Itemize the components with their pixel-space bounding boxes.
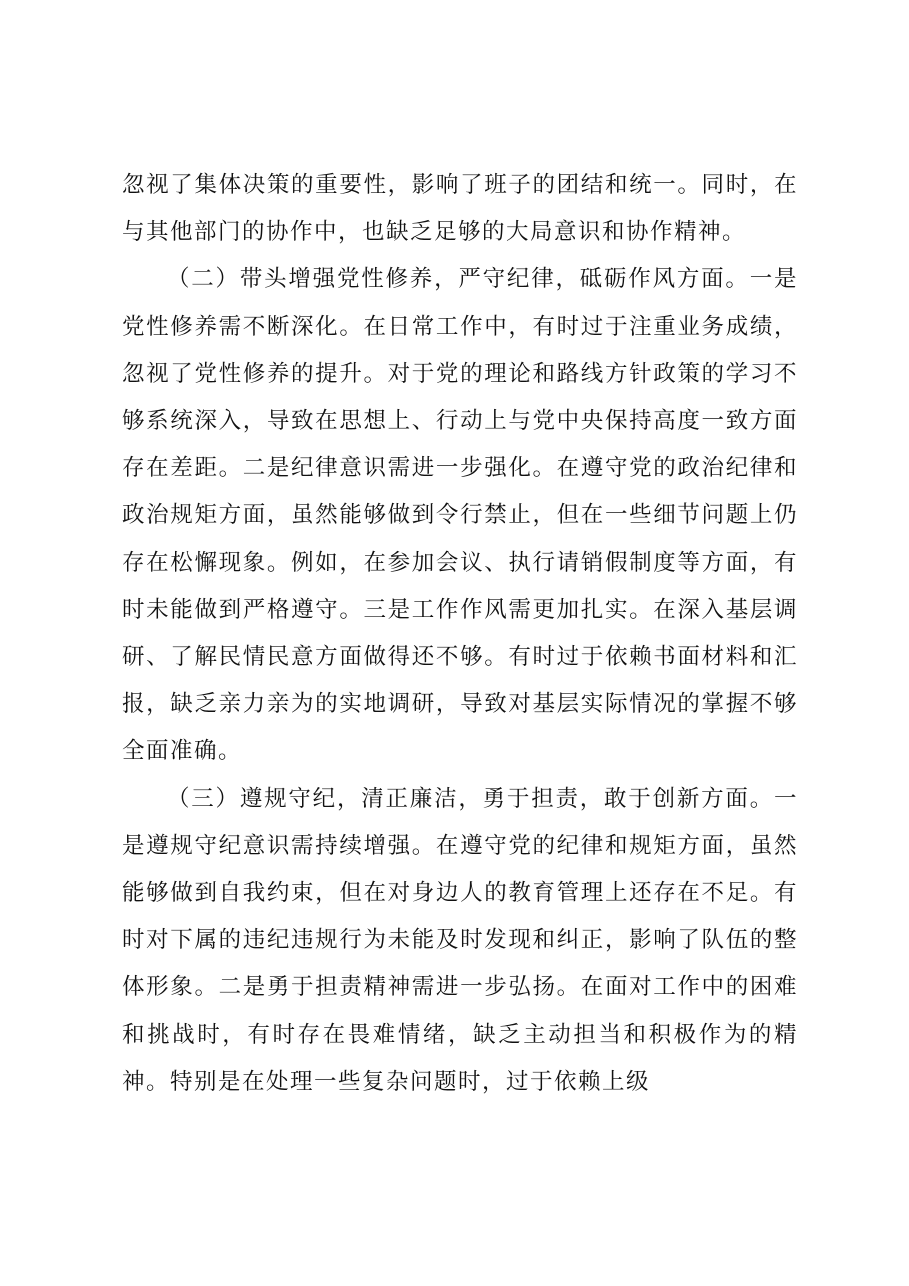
body-text — [122, 162, 798, 1106]
paragraph-section-two: （二）带头增强党性修养，严守纪律，砥砺作风方面。一是党性修养需不断深化。在日常工作中，有时过于注重业务成绩，忽视了党性修养的提升。对于党的理论和路线方针政策的学习不够系统深入，导致在思想上、行动上与党中央保持高度一致方面存在差距。二是纪律意识需进一步强化。在遵守党的政治纪律和政治规矩方面，虽然能够做到令行禁止，但在一些细节问题上仍存在松懈现象。例如，在参加会议、执行请销假制度等方面，有时未能做到严格遵守。三是工作作风需更加扎实。在深入基层调研、了解民情民意方面做得还不够。有时过于依赖书面材料和汇报，缺乏亲力亲为的实地调研，导致对基层实际情况的掌握不够全面准确。 — [122, 266, 798, 765]
paragraph-continuation: 忽视了集体决策的重要性，影响了班子的团结和统一。同时，在与其他部门的协作中，也缺乏足够的大局意识和协作精神。 — [122, 172, 798, 246]
paragraph-section-three: （三）遵规守纪，清正廉洁，勇于担责，敢于创新方面。一是遵规守纪意识需持续增强。在遵守党的纪律和规矩方面，虽然能够做到自我约束，但在对身边人的教育管理上还存在不足。有时对下属的违纪违规行为未能及时发现和纠正，影响了队伍的整体形象。二是勇于担责精神需进一步弘扬。在面对工作中的困难和挑战时，有时存在畏难情绪，缺乏主动担当和积极作为的精神。特别是在处理一些复杂问题时，过于依赖上级 — [122, 785, 798, 1095]
